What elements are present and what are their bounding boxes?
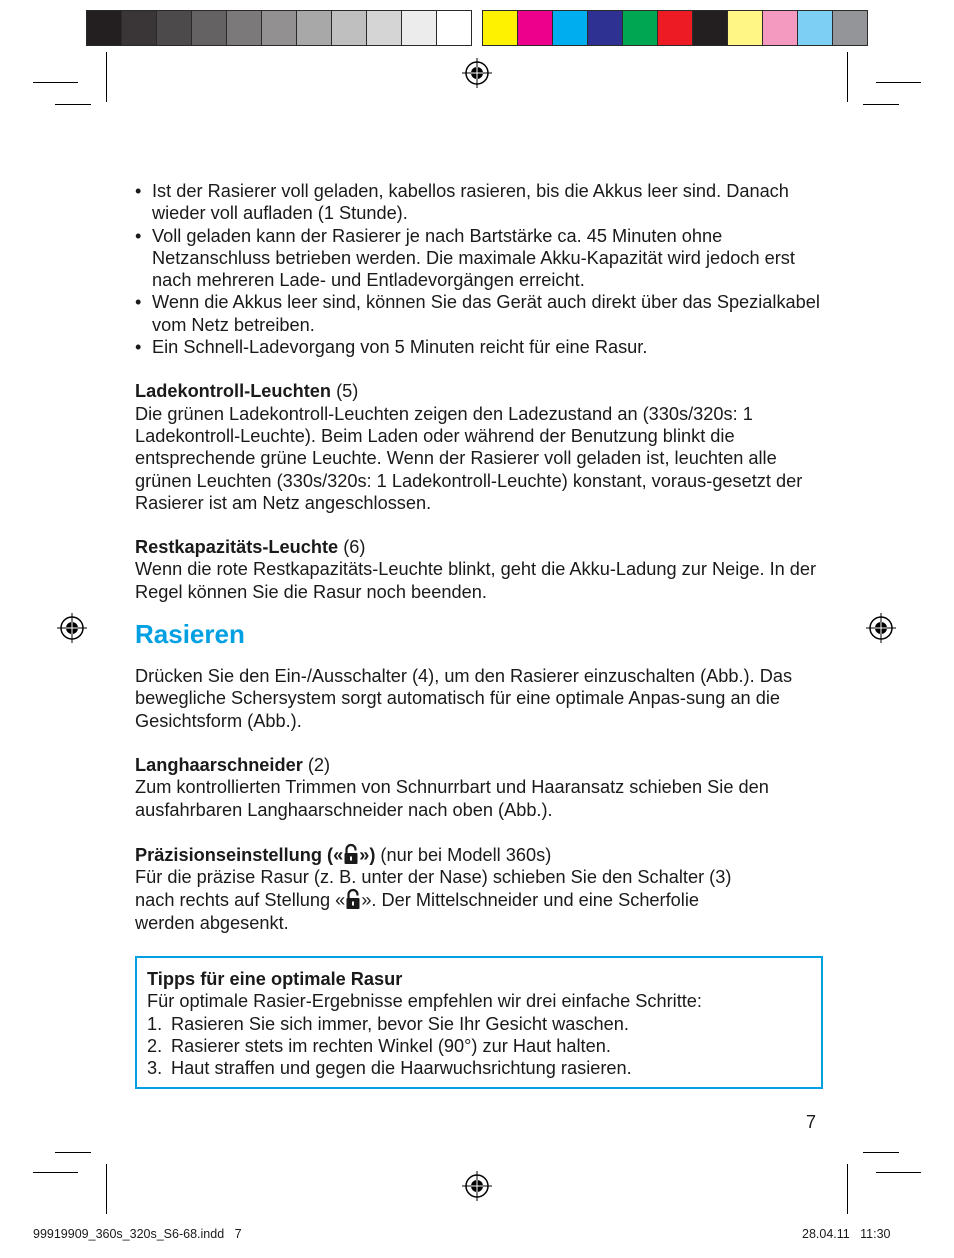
gray-swatch bbox=[437, 10, 472, 46]
grayscale-color-bar bbox=[86, 10, 472, 46]
list-item: 1. Rasieren Sie sich immer, bevor Sie Ihr Gesicht waschen. bbox=[147, 1013, 629, 1034]
color-swatch bbox=[553, 10, 588, 46]
list-item-text: Wenn die Akkus leer sind, können Sie das Gerät auch direkt über das Spezialkabel vom Netz betreiben. bbox=[152, 292, 820, 335]
tips-box bbox=[135, 956, 823, 1088]
gray-swatch bbox=[332, 10, 367, 46]
tips-intro: Für optimale Rasier-Ergebnisse empfehlen wir drei einfache Schritte: bbox=[147, 991, 702, 1012]
crop-mark bbox=[55, 104, 91, 105]
restkapazitaet-heading: Restkapazitäts-Leuchte (6) bbox=[135, 537, 366, 558]
langhaar-heading: Langhaarschneider (2) bbox=[135, 754, 331, 775]
color-swatch bbox=[623, 10, 658, 46]
color-swatch bbox=[693, 10, 728, 46]
gray-swatch bbox=[86, 10, 122, 46]
crop-mark bbox=[863, 1152, 899, 1153]
crop-mark bbox=[847, 52, 848, 102]
padlock-icon bbox=[345, 888, 361, 910]
footer-file-name: 99919909_360s_320s_S6-68.indd 7 bbox=[33, 1227, 242, 1241]
list-item: 2. Rasierer stets im rechten Winkel (90°) zur Haut halten. bbox=[147, 1035, 611, 1056]
gray-swatch bbox=[367, 10, 402, 46]
restkapazitaet-body: Wenn die rote Restkapazitäts-Leuchte blinkt, geht die Akku-Ladung zur Neige. In der Regel können Sie die Rasur noch beenden. bbox=[135, 559, 817, 602]
list-item-text: Voll geladen kann der Rasierer je nach Bartstärke ca. 45 Minuten ohne Netzanschluss betrieben werden. Die maximale Akku-Kapazität wird jedoch erst nach mehreren Lade- und Entladevorgängen erreicht. bbox=[152, 225, 795, 291]
langhaar-body: Zum kontrollierten Trimmen von Schnurrbart und Haaransatz schieben Sie den ausfahrbaren Langhaarschneider nach oben (Abb.). bbox=[135, 777, 769, 820]
gray-swatch bbox=[157, 10, 192, 46]
gray-swatch bbox=[192, 10, 227, 46]
footer-timestamp: 28.04.11 11:30 bbox=[802, 1227, 891, 1241]
praezision-heading: Präzisionseinstellung (« ») (nur bei Modell 360s) bbox=[135, 844, 552, 865]
list-item bbox=[135, 291, 825, 336]
page-content bbox=[135, 180, 825, 1089]
crop-mark bbox=[876, 82, 921, 83]
color-swatch bbox=[482, 10, 518, 46]
crop-mark bbox=[55, 1152, 91, 1153]
crop-mark bbox=[847, 1164, 848, 1214]
registration-mark-icon bbox=[462, 1171, 492, 1201]
bullet-symbol: • bbox=[135, 181, 142, 201]
gray-swatch bbox=[402, 10, 437, 46]
crop-mark bbox=[106, 52, 107, 102]
bullet-symbol: • bbox=[135, 337, 142, 358]
list-item bbox=[135, 336, 825, 358]
color-swatch bbox=[728, 10, 763, 46]
crop-mark bbox=[33, 1172, 78, 1173]
padlock-icon bbox=[343, 843, 359, 865]
rasieren-body: Drücken Sie den Ein-/Ausschalter (4), um den Rasierer einzuschalten (Abb.). Das bewegliche Schersystem sorgt automatisch für eine optimale Anpas-sung an die Gesichtsform (Abb.). bbox=[135, 666, 793, 731]
cmyk-color-bar bbox=[482, 10, 868, 46]
ladekontroll-body: Die grünen Ladekontroll-Leuchten zeigen den Ladezustand an (330s/320s: 1 Ladekontroll-Leuchte). Beim Laden oder während der Benutzung blinkt die entsprechende grüne Leuchte. Wenn der Rasierer voll geladen ist, leuchten alle grünen Leuchten (330s/320s: 1 Ladekontroll-Leuchte) konstant, voraus-gesetzt der Rasierer ist am Netz angeschlossen. bbox=[135, 403, 803, 513]
bullet-list bbox=[135, 180, 825, 358]
crop-mark bbox=[106, 1164, 107, 1214]
praezision-body: Für die präzise Rasur (z. B. unter der Nase) schieben Sie den Schalter (3) nach rechts auf Stellung « ». Der Mittelschneider und eine Scherfolie werden abgesenkt. bbox=[135, 867, 732, 933]
color-swatch bbox=[518, 10, 553, 46]
bullet-symbol: • bbox=[135, 292, 142, 313]
list-item-text: Ein Schnell-Ladevorgang von 5 Minuten reicht für eine Rasur. bbox=[152, 337, 648, 358]
list-item bbox=[135, 180, 825, 225]
list-item: 3. Haut straffen und gegen die Haarwuchsrichtung rasieren. bbox=[147, 1058, 632, 1079]
ladekontroll-heading: Ladekontroll-Leuchten (5) bbox=[135, 381, 359, 402]
gray-swatch bbox=[227, 10, 262, 46]
color-swatch bbox=[798, 10, 833, 46]
section-title: Rasieren bbox=[135, 619, 245, 650]
gray-swatch bbox=[122, 10, 157, 46]
registration-mark-icon bbox=[57, 613, 87, 643]
color-swatch bbox=[658, 10, 693, 46]
crop-mark bbox=[876, 1172, 921, 1173]
page-number: 7 bbox=[806, 1112, 817, 1132]
list-item bbox=[135, 225, 825, 292]
gray-swatch bbox=[297, 10, 332, 46]
tips-heading: Tipps für eine optimale Rasur bbox=[147, 969, 403, 990]
registration-mark-icon bbox=[866, 613, 896, 643]
bullet-symbol: • bbox=[135, 225, 142, 246]
registration-mark-icon bbox=[462, 58, 492, 88]
crop-mark bbox=[863, 104, 899, 105]
color-swatch bbox=[588, 10, 623, 46]
color-swatch bbox=[833, 10, 868, 46]
list-item-text: Ist der Rasierer voll geladen, kabellos rasieren, bis die Akkus leer sind. Danach wieder voll aufladen (1 Stunde). bbox=[152, 181, 789, 224]
crop-mark bbox=[33, 82, 78, 83]
gray-swatch bbox=[262, 10, 297, 46]
color-swatch bbox=[763, 10, 798, 46]
tips-steps bbox=[147, 1013, 811, 1080]
